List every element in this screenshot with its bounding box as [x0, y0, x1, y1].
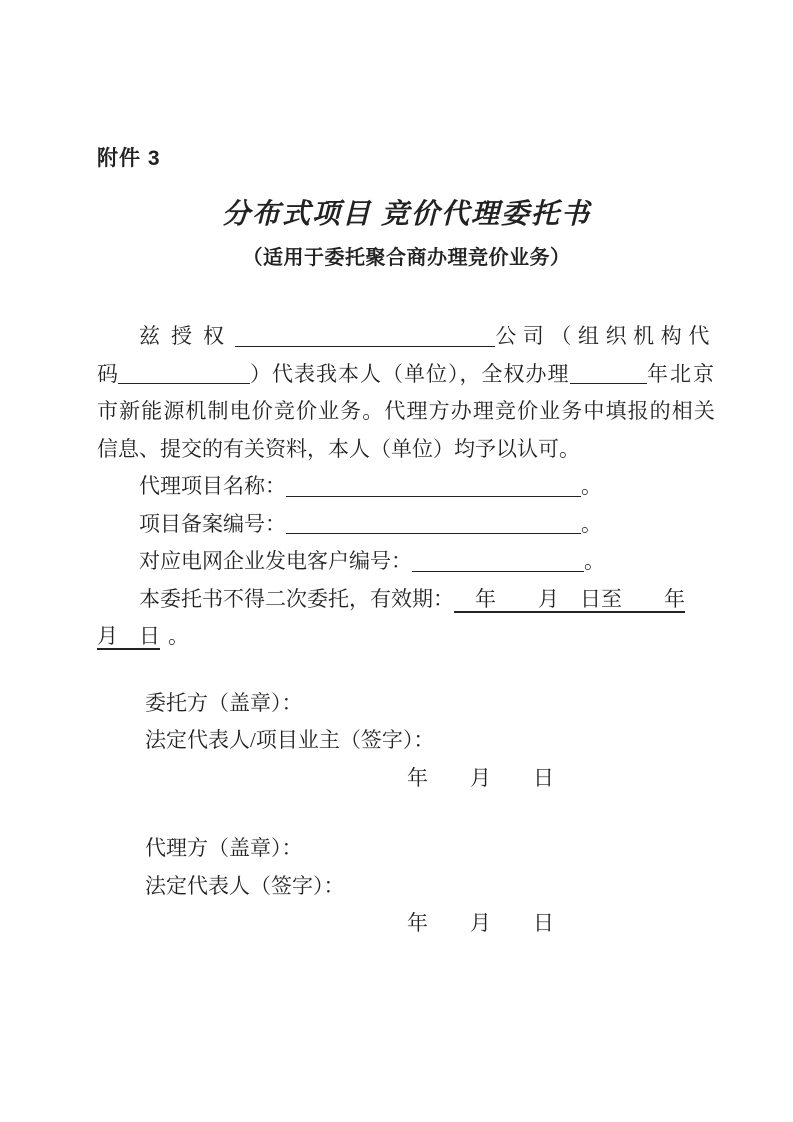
document-title: 分布式项目 竞价代理委托书 — [221, 199, 591, 230]
grid-customer-label: 对应电网企业发电客户编号： — [139, 549, 412, 573]
authorization-paragraph — [97, 318, 716, 656]
attachment-label: 附件 3 — [97, 147, 161, 170]
period-mark: 。 — [584, 549, 605, 573]
org-code-blank — [118, 383, 250, 384]
validity-continuation-underline: 月 日 — [97, 624, 160, 648]
document-subtitle: （适用于委托聚合商办理竞价业务） — [242, 247, 571, 269]
principal-signer-label: 法定代表人/项目业主（签字）： — [145, 728, 435, 752]
agent-date-line — [97, 905, 716, 943]
paragraph-line-4 — [97, 431, 716, 469]
company-label-text: 公司（组织机构代 — [495, 324, 716, 348]
business-scope-text: 市新能源机制电价竞价业务。代理方办理竞价业务中填报的相关 — [97, 399, 716, 423]
field-line-record-number — [97, 506, 716, 544]
validity-dates-underline: 年 月 日至 年 — [454, 586, 685, 611]
record-number-label: 项目备案编号： — [139, 511, 286, 536]
period-mark: 。 — [581, 511, 602, 536]
validity-line-2 — [97, 618, 716, 656]
authorize-lead-text: 兹授权 — [139, 324, 235, 348]
agent-signer-label: 法定代表人（签字）： — [145, 873, 345, 898]
year-beijing-text: 年北京 — [647, 361, 716, 386]
project-name-label: 代理项目名称： — [139, 474, 286, 498]
agent-party-line — [97, 830, 716, 868]
validity-lead-text: 本委托书不得二次委托，有效期： — [139, 586, 454, 611]
signature-block-principal — [97, 685, 716, 798]
code-label-text: 码 — [97, 361, 118, 386]
acknowledgement-text: 信息、提交的有关资料，本人（单位）均予以认可。 — [97, 436, 580, 461]
principal-party-label: 委托方（盖章）： — [145, 690, 303, 715]
paragraph-line-3 — [97, 393, 716, 431]
principal-date-text: 年 月 日 — [407, 765, 554, 790]
field-line-grid-customer — [97, 543, 716, 581]
year-blank — [570, 383, 648, 384]
agent-signer-line — [97, 868, 716, 906]
agent-party-label: 代理方（盖章）： — [145, 836, 303, 860]
signature-block-agent — [97, 830, 716, 943]
validity-line-1 — [97, 581, 716, 619]
grid-customer-blank — [412, 571, 584, 572]
period-mark: 。 — [581, 474, 602, 498]
project-name-blank — [286, 496, 581, 497]
principal-date-line — [97, 760, 716, 798]
principal-party-line — [97, 685, 716, 723]
principal-signer-line — [97, 722, 716, 760]
represent-text: ）代表我本人（单位），全权办理 — [250, 361, 570, 386]
company-name-blank — [235, 346, 495, 347]
record-number-blank — [286, 533, 581, 534]
field-line-project-name — [97, 468, 716, 506]
agent-date-text: 年 月 日 — [407, 911, 554, 935]
paragraph-line-2 — [97, 356, 716, 394]
period-mark: 。 — [168, 624, 189, 648]
paragraph-line-1 — [97, 318, 716, 356]
